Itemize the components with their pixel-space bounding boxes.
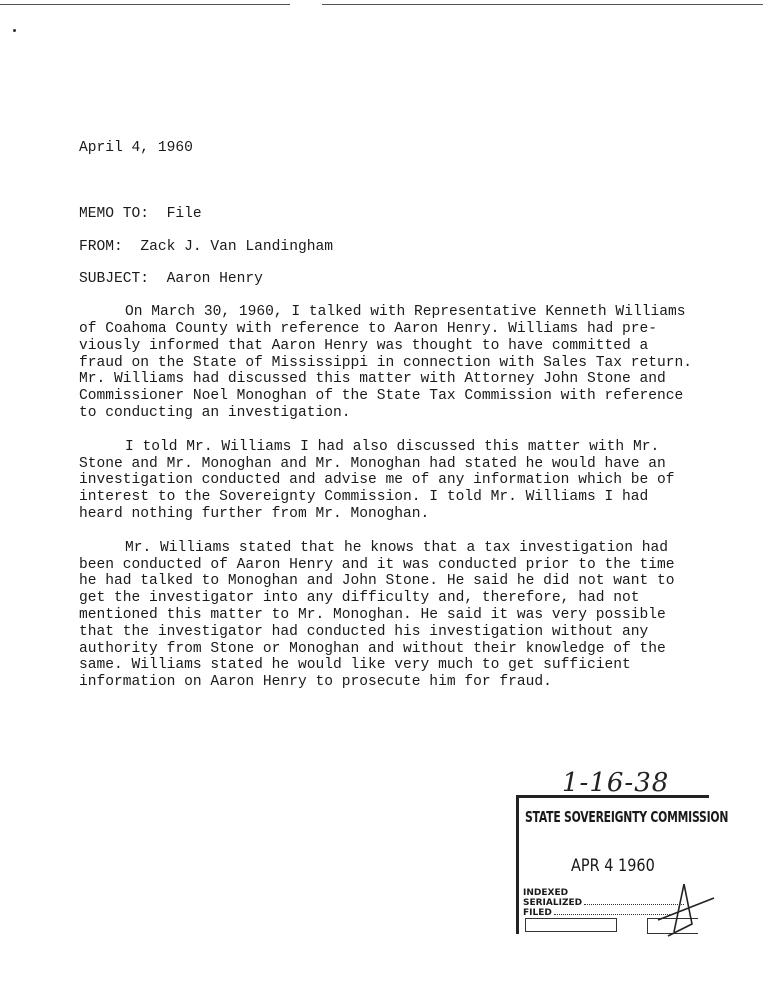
- stamp-field-indexed: INDEXED: [523, 888, 569, 898]
- subject-line: [79, 271, 719, 288]
- memo-document: [79, 140, 719, 708]
- subject-label: SUBJECT:: [79, 271, 150, 288]
- stamp-date-year: 1960: [618, 856, 655, 876]
- from-label: FROM:: [79, 238, 123, 255]
- scan-speck: [13, 29, 16, 32]
- body-paragraph-1: On March 30, 1960, I talked with Representative Kenneth Williams of Coahoma County with reference to Aaron Henry. Williams had pre- viously informed that Aaron Henry was thought to have committed a fraud on the State of Mississippi in connection with Sales Tax return. Mr. Williams had discussed this matter with Attorney John Stone and Commissioner Noel Monoghan of the State Tax Commission with reference to conducting an investigation.: [79, 304, 693, 421]
- memo-header: [79, 206, 719, 288]
- subject-value: Aaron Henry: [166, 271, 263, 288]
- scan-edge-line-right: [322, 4, 763, 5]
- scan-edge-line-left: [0, 4, 290, 5]
- body-paragraph-2: I told Mr. Williams I had also discussed this matter with Mr. Stone and Mr. Monoghan and Mr. Monoghan had stated he would have an investigation conducted and advise me of any information which be of interest to the Sovereignty Commission. I told Mr. Williams I had heard nothing further from Mr. Monoghan.: [79, 438, 675, 522]
- body-paragraph-3: Mr. Williams stated that he knows that a tax investigation had been conducted of Aaron Henry and it was conducted prior to the time he had talked to Monoghan and John Stone. He said he did not want to get the investigator into any difficulty and, therefore, had not mentioned this matter to Mr. Monoghan. He said it was very possible that the investigator had conducted his investigation without any authority from Stone or Monoghan and without their knowledge of the same. Williams stated he would like very much to get sufficient information on Aaron Henry to prosecute him for fraud.: [79, 539, 675, 691]
- stamp-date-month-day: APR 4: [571, 856, 614, 876]
- stamp-box: [525, 918, 617, 932]
- memo-to-value: File: [166, 205, 202, 222]
- memo-date: April 4, 1960: [79, 140, 193, 156]
- memo-to-line: [79, 206, 719, 223]
- memo-to-label: MEMO TO:: [79, 205, 150, 222]
- stamp-date: [571, 856, 655, 876]
- from-value: Zack J. Van Landingham: [140, 238, 333, 255]
- handwritten-initials-mark: [648, 880, 718, 940]
- stamp-field-serialized: SERIALIZED: [523, 898, 684, 908]
- stamp-title: STATE SOVEREIGNTY COMMISSION: [525, 808, 729, 826]
- stamp-field-filed: FILED: [523, 908, 684, 918]
- from-line: [79, 239, 719, 256]
- handwritten-file-number: 1-16-38: [562, 768, 670, 798]
